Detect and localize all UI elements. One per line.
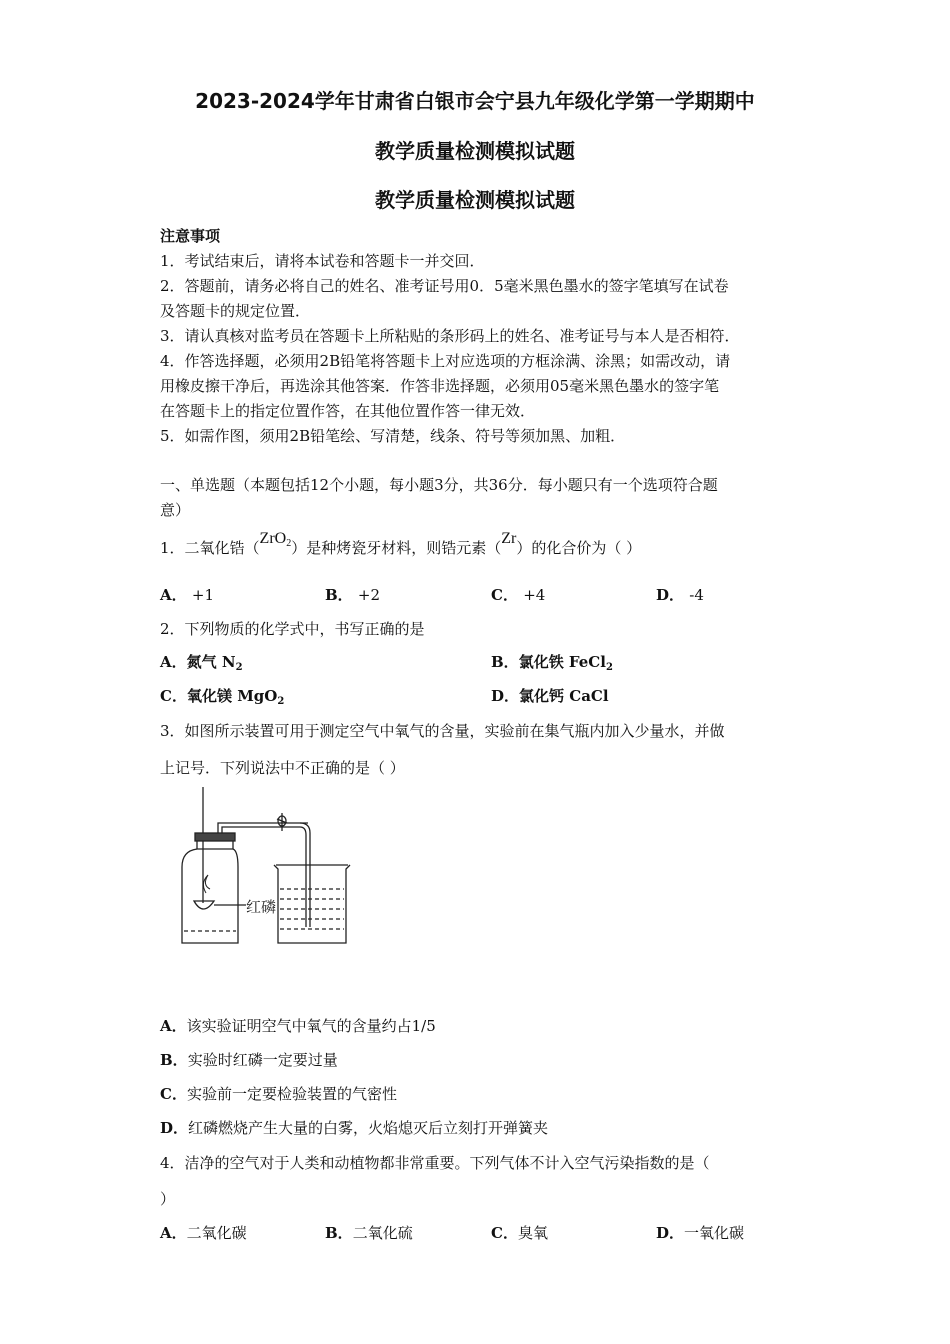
q1-middle: ）是种烤瓷牙材料，则锆元素（ xyxy=(291,539,502,557)
notice-line: 3．请认真核对监考员在答题卡上所粘贴的条形码上的姓名、准考证号与本人是否相符． xyxy=(160,327,740,345)
q3-option-d[interactable]: D．红磷燃烧产生大量的白雾，火焰熄灭后立刻打开弹簧夹 xyxy=(160,1119,549,1137)
red-phosphorus-label: 红磷 xyxy=(246,898,277,916)
notice-line: 及答题卡的规定位置． xyxy=(160,302,311,320)
notice-line: 在答题卡上的指定位置作答，在其他位置作答一律无效． xyxy=(160,402,536,420)
glass-tube xyxy=(218,823,308,833)
beaker xyxy=(274,865,350,943)
section-heading-line2: 意） xyxy=(160,501,191,519)
notice-heading: 注意事项 xyxy=(160,227,221,245)
notice-line: 5．如需作图，须用2B铅笔绘、写清楚，线条、符号等须加黑、加粗． xyxy=(160,427,626,445)
q2-option-c[interactable]: C．氧化镁 MgO$_2$ xyxy=(160,687,285,707)
q1-option-b[interactable]: B． +2 xyxy=(325,586,381,604)
q3-option-c[interactable]: C．实验前一定要检验装置的气密性 xyxy=(160,1085,397,1103)
notice-line: 4．作答选择题，必须用2B铅笔将答题卡上对应选项的方框涂满、涂黑；如需改动，请 xyxy=(160,352,731,370)
q1-option-d[interactable]: D． -4 xyxy=(656,586,704,604)
gas-collecting-bottle xyxy=(182,849,238,943)
q3-option-b[interactable]: B．实验时红磷一定要过量 xyxy=(160,1051,338,1069)
q1-element: Zr xyxy=(501,530,517,547)
q1-prefix: 1．二氧化锆（ xyxy=(160,539,260,557)
q4-stem-line1: 4．洁净的空气对于人类和动植物都非常重要。下列气体不计入空气污染指数的是（ xyxy=(160,1154,710,1172)
q1-option-a[interactable]: A． +1 xyxy=(160,586,214,604)
exam-title-line2: 教学质量检测模拟试题 xyxy=(375,139,575,163)
q2-option-a[interactable]: A．氮气 $N_2$ xyxy=(160,653,243,673)
q4-option-d[interactable]: D．一氧化碳 xyxy=(656,1224,745,1242)
notice-line: 用橡皮擦干净后，再选涂其他答案．作答非选择题，必须用05毫米黑色墨水的签字笔 xyxy=(160,377,720,395)
q4-stem-line2: ） xyxy=(160,1190,176,1208)
q3-option-a[interactable]: A．该实验证明空气中氧气的含量约占1/5 xyxy=(160,1017,436,1035)
q2-option-b[interactable]: B．氯化铁 FeCl$_2$ xyxy=(491,653,613,673)
q3-stem-line2: 上记号．下列说法中不正确的是（ ） xyxy=(160,759,405,777)
stopper xyxy=(195,833,235,841)
q1-suffix: ）的化合价为（ ） xyxy=(516,539,642,557)
q2-stem: 2．下列物质的化学式中，书写正确的是 xyxy=(160,620,425,638)
q4-option-b[interactable]: B．二氧化硫 xyxy=(325,1224,413,1242)
section-heading-line1: 一、单选题（本题包括12个小题，每小题3分，共36分．每小题只有一个选项符合题 xyxy=(160,476,718,494)
combustion-spoon xyxy=(194,901,214,909)
oxygen-experiment-figure xyxy=(170,785,360,950)
flame-icon xyxy=(203,875,210,893)
notice-line: 2．答题前，请务必将自己的姓名、准考证号用0．5毫米黑色墨水的签字笔填写在试卷 xyxy=(160,277,729,295)
exam-title-line3: 教学质量检测模拟试题 xyxy=(375,188,575,212)
notice-line: 1．考试结束后，请将本试卷和答题卡一并交回． xyxy=(160,252,485,270)
q1-option-c[interactable]: C． +4 xyxy=(491,586,546,604)
q1-stem xyxy=(160,530,642,564)
q4-option-c[interactable]: C．臭氧 xyxy=(491,1224,548,1242)
q3-stem-line1: 3．如图所示装置可用于测定空气中氧气的含量，实验前在集气瓶内加入少量水，并做 xyxy=(160,722,725,740)
q4-option-a[interactable]: A．二氧化碳 xyxy=(160,1224,247,1242)
exam-title-line1: 2023-2024学年甘肃省白银市会宁县九年级化学第一学期期中 xyxy=(195,89,755,113)
q2-option-d[interactable]: D．氯化钙 CaCl xyxy=(491,687,609,705)
q1-formula: ZrO2 xyxy=(259,530,292,549)
